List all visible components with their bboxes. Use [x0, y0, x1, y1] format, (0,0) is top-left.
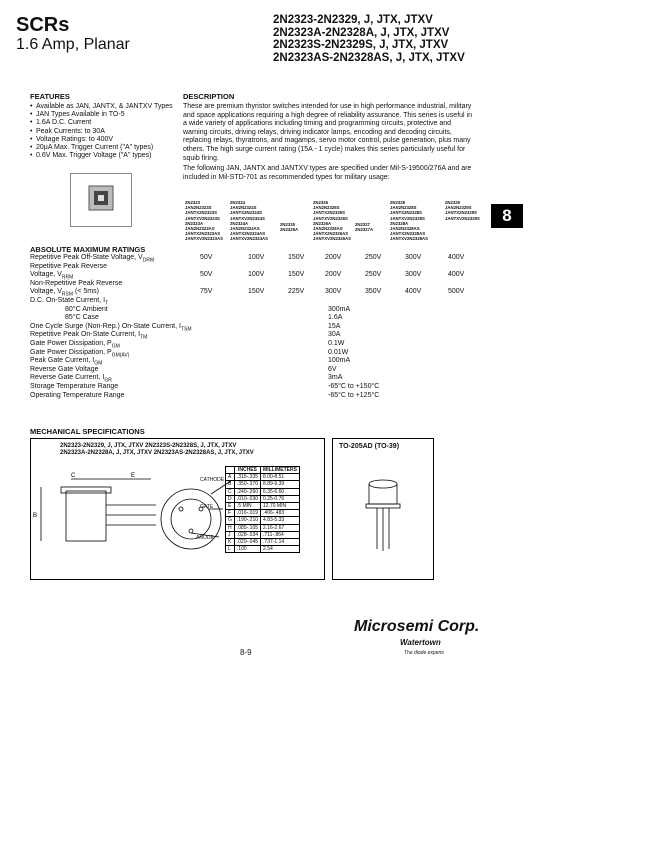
- to39-package-icon: [333, 439, 433, 579]
- description-section: [183, 92, 473, 182]
- rating-value: 0.01W: [328, 348, 349, 356]
- part-type-cell: 2N2324: [230, 200, 246, 205]
- part-type-cell: JAN2N2324S: [230, 205, 257, 211]
- rating-value: 400V: [448, 254, 465, 261]
- rating-value: -65°C to +125°C: [328, 391, 380, 399]
- rating-label-text: One Cycle Surge (Non-Rep.) On-State Current, I: [30, 322, 181, 330]
- dimension-row: [226, 488, 300, 495]
- rating-value: 1.6A: [328, 314, 343, 322]
- rating-value: 300V: [325, 288, 342, 296]
- rating-value: -65°C to +150°C: [328, 382, 380, 390]
- rating-subscript: DRM: [142, 257, 155, 264]
- part-type-cell: JANTX2N2326AS: [313, 231, 349, 237]
- part-type-cell: 2N2329: [445, 200, 461, 205]
- part-type-column: [390, 200, 428, 242]
- feature-item: • Voltage Ratings: to 400V: [30, 136, 180, 144]
- feature-item: • Peak Currents: to 30A: [30, 128, 180, 136]
- dimension-cell: .085-.105: [234, 524, 260, 531]
- gate-label: GATE: [200, 504, 214, 510]
- rating-label-text: Gate Power Dissipation, P: [30, 339, 112, 347]
- rating-row: [30, 271, 480, 280]
- section-tab: 8: [491, 204, 523, 228]
- svg-text:B: B: [33, 513, 38, 519]
- rating-label: [30, 322, 192, 333]
- rating-row: [30, 323, 480, 332]
- rating-subscript: GM: [111, 343, 120, 350]
- part-line: 2N2323-2N2329, J, JTX, JTXV: [273, 14, 433, 26]
- part-type-cell: JANTXV2N2324S: [230, 215, 265, 221]
- rating-label-text: 80°C Ambient: [65, 305, 108, 313]
- rating-value: 50V: [200, 254, 213, 261]
- rating-value: 100mA: [328, 357, 351, 365]
- dimension-cell: D: [226, 495, 235, 502]
- rating-label: [30, 383, 118, 390]
- rating-value: 15A: [328, 322, 341, 330]
- dimension-cell: 0.25-0.76: [261, 495, 300, 502]
- features-list: [30, 103, 180, 160]
- part-type-column: [445, 200, 480, 221]
- rating-label-text: Storage Temperature Range: [30, 382, 119, 390]
- cathode-label: CATHODE: [200, 477, 225, 483]
- dimension-row: [226, 524, 300, 531]
- rating-subscript: TM: [140, 334, 148, 341]
- part-type-cell: JANTXV2N2326AS: [313, 236, 351, 242]
- dimension-cell: .016-.019: [234, 510, 260, 517]
- page-number: 8-9: [240, 648, 252, 657]
- part-type-cell: JANTX2N2328S: [390, 210, 423, 216]
- part-type-cell: JANTX2N2324AS: [230, 231, 266, 237]
- rating-value: 300V: [405, 254, 422, 261]
- rating-value: 3mA: [328, 374, 343, 382]
- dimension-table: [225, 466, 300, 553]
- part-type-cell: JAN2N2323AS: [185, 226, 215, 232]
- rating-label-text: Reverse Gate Current, I: [30, 374, 105, 382]
- rating-value: 350V: [365, 288, 382, 296]
- rating-label: [30, 314, 99, 321]
- company-tagline: The diode experts: [404, 650, 445, 656]
- rating-label-text: Gate Power Dissipation, P: [30, 348, 112, 356]
- rating-row: [30, 357, 480, 366]
- feature-item: • 20µA Max. Trigger Current ("A" types): [30, 144, 180, 152]
- rating-label-text: D.C. On-State Current, I: [30, 296, 106, 304]
- dimension-cell: .028-.034: [234, 531, 260, 538]
- dimension-cell: 4.83-5.33: [261, 517, 300, 524]
- part-type-cell: JANTX2N2323AS: [185, 231, 221, 237]
- svg-text:C: C: [71, 473, 76, 479]
- rating-label: [30, 271, 74, 281]
- part-type-cell: JANTXV2N2324AS: [230, 236, 268, 242]
- dimension-cell: L: [226, 546, 235, 553]
- rating-subscript: RRM: [61, 274, 74, 281]
- rating-label: [30, 288, 99, 298]
- dimension-cell: H: [226, 524, 235, 531]
- dimension-row: [226, 531, 300, 538]
- part-type-cell: 2N2328: [390, 200, 406, 205]
- rating-label: [30, 263, 107, 270]
- rating-row: [30, 254, 480, 263]
- feature-item: • Available as JAN, JANTX, & JANTXV Types: [30, 103, 180, 111]
- rating-label: [30, 280, 122, 287]
- package-box: [332, 438, 434, 580]
- dimension-cell: E: [226, 502, 235, 509]
- rating-subscript: GM(AV): [111, 351, 130, 358]
- dimension-cell: .737-1.14: [261, 538, 300, 545]
- rating-row: [30, 288, 480, 297]
- rating-subscript: GM: [94, 360, 103, 367]
- dimension-cell: K: [226, 538, 235, 545]
- svg-text:E: E: [131, 473, 136, 479]
- mechanical-part-list: [60, 443, 320, 457]
- rating-label-text: Non-Repetitive Peak Reverse: [30, 279, 123, 287]
- part-type-cell: JANTX2N2328AS: [390, 231, 426, 237]
- rating-label-text: Repetitive Peak Reverse: [30, 262, 108, 270]
- rating-label: [30, 339, 120, 350]
- rating-value: 225V: [288, 288, 305, 296]
- rating-label-text: Voltage, V: [30, 288, 62, 296]
- chip-photo: [70, 173, 132, 227]
- rating-label: [30, 306, 108, 313]
- part-type-cell: 2N2328A: [390, 220, 409, 226]
- rating-label-text: Voltage, V: [30, 271, 62, 279]
- part-line: 2N2323AS-2N2328AS, J, JTX, JTXV: [273, 51, 465, 64]
- rating-label-text: Repetitive Peak Off-State Voltage, V: [30, 254, 143, 261]
- part-type-cell: JANTXV2N2326S: [313, 215, 348, 221]
- part-type-cell: JAN2N2328S: [390, 205, 417, 211]
- rating-label: [30, 392, 124, 399]
- part-type-column: [185, 200, 223, 242]
- rating-row: [30, 349, 480, 358]
- rating-label-text: Operating Temperature Range: [30, 391, 125, 399]
- dimension-cell: .010-.030: [234, 495, 260, 502]
- dimension-cell: 2.54: [261, 546, 300, 553]
- part-type-cell: JAN2N2326AS: [313, 226, 343, 232]
- rating-label-text: 85°C Case: [65, 314, 99, 322]
- rating-row: [30, 374, 480, 383]
- part-type-cell: JANTX2N2329S: [445, 210, 478, 216]
- part-line: 2N2323S-2N2329S, J, JTX, JTXV: [273, 39, 449, 51]
- mechanical-line: 2N2323A-2N2328A, J, JTX, JTXV 2N2323AS-2N2328AS, J, JTX, JTXV: [60, 450, 254, 456]
- part-type-cell: 2N2323: [185, 200, 201, 205]
- part-type-cell: JANTX2N2324S: [230, 210, 263, 216]
- ratings-heading: ABSOLUTE MAXIMUM RATINGS: [30, 245, 146, 254]
- rating-value: 75V: [200, 288, 213, 296]
- rating-row: [30, 383, 480, 392]
- rating-label: [30, 349, 129, 356]
- rating-value: 50V: [200, 271, 213, 279]
- part-numbers: [273, 14, 533, 64]
- part-type-cell: JAN2N2324AS: [230, 226, 260, 232]
- rating-row: [30, 297, 480, 306]
- rating-value: 400V: [448, 271, 465, 279]
- dimension-cell: J: [226, 531, 235, 538]
- dimension-cell: 8.00-8.51: [261, 474, 300, 481]
- rating-value: 150V: [288, 254, 305, 261]
- part-type-cell: JANTX2N2326S: [313, 210, 346, 216]
- rating-row: [30, 392, 480, 401]
- dimension-cell: B: [226, 481, 235, 488]
- dimension-row: [226, 474, 300, 481]
- rating-row: [30, 331, 480, 340]
- rating-label: [30, 331, 148, 341]
- dimension-cell: .190-.210: [234, 517, 260, 524]
- ratings-table: [30, 254, 480, 400]
- rating-value: 150V: [288, 271, 305, 279]
- dimension-cell: .240-.260: [234, 488, 260, 495]
- rating-value: 400V: [405, 288, 422, 296]
- rating-value: 300mA: [328, 305, 351, 313]
- description-heading: DESCRIPTION: [183, 92, 235, 101]
- dimension-header-row: [226, 467, 300, 474]
- rating-value: 250V: [365, 254, 382, 261]
- rating-value: 100V: [248, 271, 265, 279]
- part-type-cell: 2N2323A: [185, 220, 204, 226]
- rating-subscript: GR: [104, 377, 112, 384]
- rating-label-extra: (< 5ms): [73, 288, 99, 296]
- chip-icon: [71, 174, 131, 226]
- dimension-cell: A: [226, 474, 235, 481]
- package-label: TO-205AD (TO-39): [339, 443, 400, 450]
- rating-value: 150V: [248, 288, 265, 296]
- dimension-cell: C: [226, 488, 235, 495]
- part-type-cell: JANTX2N2323S: [185, 210, 218, 216]
- page-title: SCRs: [16, 14, 70, 36]
- rating-value: 200V: [325, 271, 342, 279]
- company-logo: Microsemi Corp.: [354, 618, 480, 635]
- dimension-cell: F: [226, 510, 235, 517]
- mechanical-heading: MECHANICAL SPECIFICATIONS: [30, 427, 145, 436]
- feature-item: • 1.6A D.C. Current: [30, 119, 180, 127]
- dimension-row: [226, 517, 300, 524]
- part-line: 2N2323A-2N2328A, J, JTX, JTXV: [273, 26, 450, 39]
- rating-row: [30, 314, 480, 323]
- dimension-header: MILLIMETERS: [261, 467, 300, 474]
- rating-subscript: T: [105, 300, 109, 307]
- rating-value: 200V: [325, 254, 342, 261]
- dimension-cell: .711-.864: [261, 531, 300, 538]
- rating-value: 0.1W: [328, 339, 345, 347]
- part-type-column: [313, 200, 351, 242]
- part-type-cell: 2N2326: [313, 200, 329, 205]
- rating-label: [30, 374, 112, 384]
- feature-item: • 0.6V Max. Trigger Voltage ("A" types): [30, 152, 180, 160]
- dimension-row: [226, 495, 300, 502]
- dimension-cell: .406-.483: [261, 510, 300, 517]
- rating-value: 250V: [365, 271, 382, 279]
- rating-label: [30, 357, 103, 367]
- rating-label-text: Reverse Gate Voltage: [30, 365, 99, 373]
- rating-label: [30, 366, 99, 373]
- rating-value: 6V: [328, 365, 337, 373]
- feature-item: • JAN Types Available in TO-5: [30, 111, 180, 119]
- rating-value: 30A: [328, 331, 341, 339]
- dimension-cell: 12.70 MIN: [261, 502, 300, 509]
- dimension-row: [226, 510, 300, 517]
- dimension-cell: .350-.370: [234, 481, 260, 488]
- features-heading: FEATURES: [30, 92, 70, 101]
- rating-label: [30, 296, 109, 307]
- dimension-row: [226, 538, 300, 545]
- part-type-cell: JANTXV2N2328AS: [390, 236, 428, 242]
- part-type-cell: JANTXV2N2329S: [445, 215, 480, 221]
- dimension-cell: 6.35-6.60: [261, 488, 300, 495]
- part-type-column: [355, 222, 373, 232]
- rating-label-text: Repetitive Peak On-State Current, I: [30, 331, 141, 339]
- features-section: [30, 92, 180, 160]
- dimension-header: [226, 467, 235, 474]
- rating-value: 300V: [405, 271, 422, 279]
- rating-subscript: TSM: [180, 326, 192, 333]
- dimension-cell: .315-.335: [234, 474, 260, 481]
- rating-label: [30, 254, 155, 264]
- part-type-column: [280, 222, 298, 232]
- part-type-cell: JANTXV2N2323AS: [185, 236, 223, 242]
- rating-row: [30, 280, 480, 289]
- part-type-cell: 2N2324A: [230, 220, 249, 226]
- rating-row: [30, 340, 480, 349]
- rating-subscript: RSM: [61, 291, 74, 298]
- rating-value: 500V: [448, 288, 465, 296]
- rating-value: 100V: [248, 254, 265, 261]
- part-type-cell: 2N2327A: [355, 227, 374, 233]
- anode-label: ANODE: [196, 535, 214, 541]
- dimension-cell: .5 MIN: [234, 502, 260, 509]
- dimension-cell: 2.16-2.67: [261, 524, 300, 531]
- rating-row: [30, 263, 480, 272]
- part-type-cell: JAN2N2326S: [313, 205, 340, 211]
- rating-label-text: Peak Gate Current, I: [30, 357, 95, 365]
- part-type-cell: JAN2N2329S: [445, 205, 472, 211]
- dimension-cell: .100: [234, 546, 260, 553]
- page-subtitle: 1.6 Amp, Planar: [16, 36, 130, 53]
- dimension-row: [226, 481, 300, 488]
- mechanical-line: 2N2323-2N2329, J, JTX, JTXV 2N2323S-2N2328S, J, JTX, JTXV: [60, 443, 237, 449]
- dimension-row: [226, 502, 300, 509]
- dimension-cell: G: [226, 517, 235, 524]
- part-type-column: [230, 200, 268, 242]
- part-type-cell: JAN2N2323S: [185, 205, 212, 211]
- dimension-header: INCHES: [234, 467, 260, 474]
- part-type-cell: JAN2N2328AS: [390, 226, 420, 232]
- description-mil-text: The following JAN, JANTX and JANTXV types are specified under Mil-S-19500/276A and are included in Mil-STD-701 as recommended types for military usage:: [183, 165, 472, 181]
- description-text: These are premium thyristor switches intended for use in high performance industrial, military and space applications requiring a high degree of reliability assurance. This series is useful in a wide variety of applications including timing and programming circuits, protective and warning circuits, driving relays, driving indicator lamps, encoding and decoding circuits, replacing relays, thyratrons, and magamps, servo motor control, pulse generation, plus many others. The high surge current rating (15A - 1 cycle) makes this series particularly useful for squib firing.: [183, 103, 472, 162]
- dimension-row: [226, 546, 300, 553]
- part-type-cell: 2N2325: [280, 222, 296, 227]
- dimension-cell: .029-.045: [234, 538, 260, 545]
- rating-row: [30, 366, 480, 375]
- dimension-cell: 8.89-9.39: [261, 481, 300, 488]
- part-type-cell: 2N2325A: [280, 227, 299, 233]
- part-type-cell: JANTXV2N2323S: [185, 215, 220, 221]
- rating-row: [30, 306, 480, 315]
- part-type-cell: 2N2326A: [313, 220, 332, 226]
- part-type-cell: 2N2327: [355, 222, 371, 227]
- division-name: Watertown: [400, 638, 441, 647]
- part-type-cell: JANTXV2N2328S: [390, 215, 425, 221]
